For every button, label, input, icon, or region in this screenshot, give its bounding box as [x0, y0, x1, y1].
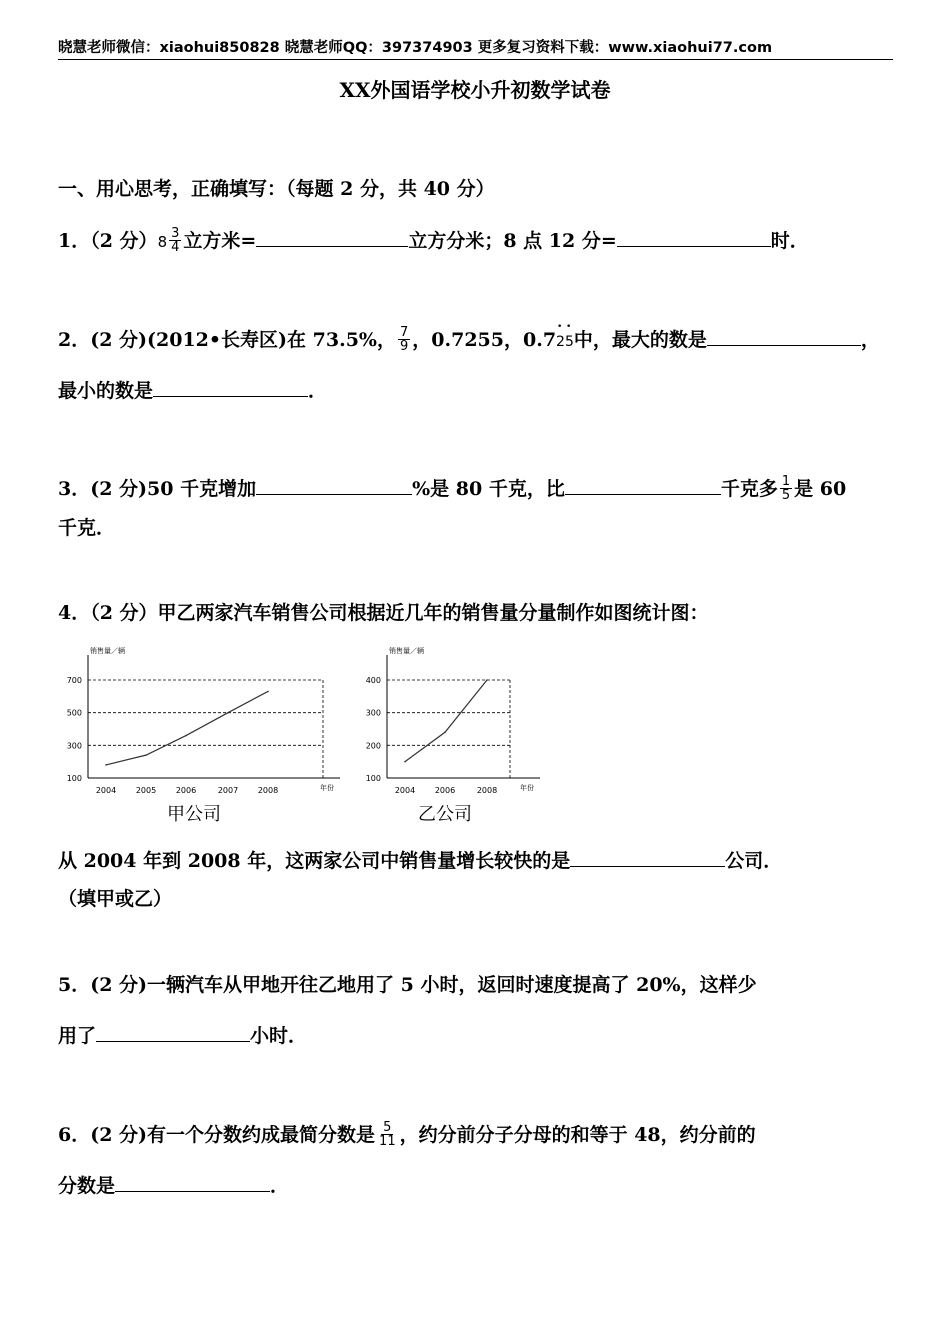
question-6-line-2	[58, 1171, 289, 1198]
y-tick-label: 300	[365, 708, 381, 718]
q1-answer-blank-2[interactable]	[617, 228, 771, 247]
q1-fraction	[169, 227, 181, 254]
q3-answer-blank-1[interactable]	[256, 476, 412, 495]
question-3	[58, 474, 846, 504]
question-3-line-2: 千克．	[58, 517, 116, 539]
question-4-line-2	[58, 846, 782, 873]
chart-company-jia	[58, 640, 348, 830]
y-tick-label: 300	[66, 741, 82, 751]
q2-line2: 最小的数是	[58, 380, 154, 402]
q6-end: ．	[270, 1175, 290, 1197]
q1-text-3: 时．	[770, 230, 809, 252]
q4-line2b: 公司．	[725, 850, 783, 872]
q3-fraction-den: 5	[781, 487, 791, 503]
q3-mid2: 千克多	[720, 478, 778, 500]
data-point	[267, 691, 269, 693]
q4-line2a: 从 2004 年到 2008 年，这两家公司中销售量增长较快的是	[58, 850, 571, 872]
section-heading: 一、用心思考，正确填写：（每题 2 分，共 40 分）	[58, 178, 495, 200]
data-point	[444, 731, 446, 733]
question-2-line-2	[58, 376, 327, 403]
q6-fraction-den: 11	[379, 1133, 396, 1149]
series-line	[405, 680, 487, 762]
q2-fraction-num: 7	[399, 324, 409, 340]
q2-end: ．	[308, 380, 328, 402]
data-point	[105, 764, 107, 766]
x-tick-label: 2006	[434, 786, 456, 795]
y-tick-label: 500	[66, 708, 82, 718]
y-axis-label: 销售量／辆	[90, 647, 125, 655]
x-tick-label: 2008	[476, 786, 498, 795]
q1-answer-blank-1[interactable]	[256, 228, 408, 247]
question-2	[58, 325, 880, 355]
q6-fraction-num: 5	[383, 1119, 392, 1135]
x-tick-label: 2007	[217, 786, 239, 795]
q6-answer-blank[interactable]	[115, 1173, 270, 1192]
q5-answer-blank[interactable]	[96, 1023, 250, 1042]
data-point	[486, 679, 488, 681]
question-1	[58, 226, 809, 256]
q3-prefix: 3．(2 分)50 千克增加	[58, 478, 257, 500]
q6-after: ，约分前分子分母的和等于 48，约分前的	[399, 1124, 756, 1146]
q6-prefix: 6．(2 分)有一个分数约成最简分数是	[58, 1124, 376, 1146]
q2-after: 中，最大的数是	[573, 329, 707, 351]
page-header: 晓慧老师微信：xiaohui850828 晓慧老师QQ：397374903 更多复习资料下载：www.xiaohui77.com	[58, 36, 893, 60]
q2-answer-blank-1[interactable]	[707, 327, 861, 346]
x-tick-label: 2005	[135, 786, 157, 795]
y-tick-label: 100	[365, 774, 381, 783]
q2-prefix: 2．(2 分)(2012•长寿区)在 73.5%，	[58, 329, 396, 351]
q2-fraction	[398, 326, 410, 353]
q2-mid: ，0.7255，0.7	[412, 329, 557, 351]
exam-title: XX外国语学校小升初数学试卷	[339, 78, 611, 102]
chart-title: 乙公司	[418, 804, 472, 825]
q4-answer-blank[interactable]	[570, 848, 725, 867]
q3-mid1: %是 80 千克，比	[412, 478, 565, 500]
data-point	[404, 761, 406, 763]
q2-rep-digit-1: • 2	[556, 334, 565, 350]
question-6	[58, 1120, 756, 1150]
data-point	[145, 754, 147, 756]
x-tick-label: 2006	[175, 786, 197, 795]
y-tick-label: 100	[66, 774, 82, 783]
q1-text-2: 立方分米；8 点 12 分=	[408, 230, 617, 252]
question-4: 4．（2 分）甲乙两家汽车销售公司根据近几年的销售量分量制作如图统计图：	[58, 602, 709, 624]
data-point	[185, 735, 187, 737]
q1-prefix: 1．（2 分）	[58, 230, 158, 252]
q5-line2a: 用了	[58, 1025, 97, 1047]
q3-fraction	[780, 475, 792, 502]
y-tick-label: 200	[365, 741, 381, 751]
q2-answer-blank-2[interactable]	[153, 378, 308, 397]
q2-rep-digit-2: • 5	[565, 334, 574, 350]
q1-text-1: 立方米=	[183, 230, 257, 252]
q1-fraction-den: 4	[171, 239, 180, 255]
x-tick-label: 2008	[257, 786, 279, 795]
question-4-line-3: （填甲或乙）	[58, 888, 173, 910]
q2-comma: ，	[860, 329, 880, 351]
question-5-line-2	[58, 1021, 307, 1048]
q3-answer-blank-2[interactable]	[565, 476, 721, 495]
q1-mixed-whole: 8	[157, 233, 168, 251]
q2-fraction-den: 9	[399, 338, 409, 354]
series-line	[106, 691, 268, 765]
q5-line2b: 小时．	[250, 1025, 308, 1047]
chart-title: 甲公司	[167, 804, 221, 825]
y-tick-label: 400	[365, 676, 381, 685]
x-axis-label: 年份	[520, 784, 534, 792]
q3-end1: 是 60	[794, 478, 847, 500]
y-tick-label: 700	[66, 676, 82, 685]
q3-fraction-num: 1	[781, 473, 791, 489]
x-axis-label: 年份	[320, 784, 334, 792]
chart-company-yi	[355, 640, 545, 830]
y-axis-label: 销售量／辆	[389, 647, 424, 655]
x-tick-label: 2004	[394, 786, 416, 795]
q2-repeating-digits	[556, 334, 574, 350]
q6-line2: 分数是	[58, 1175, 116, 1197]
q1-fraction-num: 3	[171, 225, 180, 241]
question-5: 5．(2 分)一辆汽车从甲地开往乙地用了 5 小时，返回时速度提高了 20%，这样少	[58, 974, 757, 996]
data-point	[227, 712, 229, 714]
q6-fraction	[377, 1121, 398, 1148]
x-tick-label: 2004	[95, 786, 117, 795]
